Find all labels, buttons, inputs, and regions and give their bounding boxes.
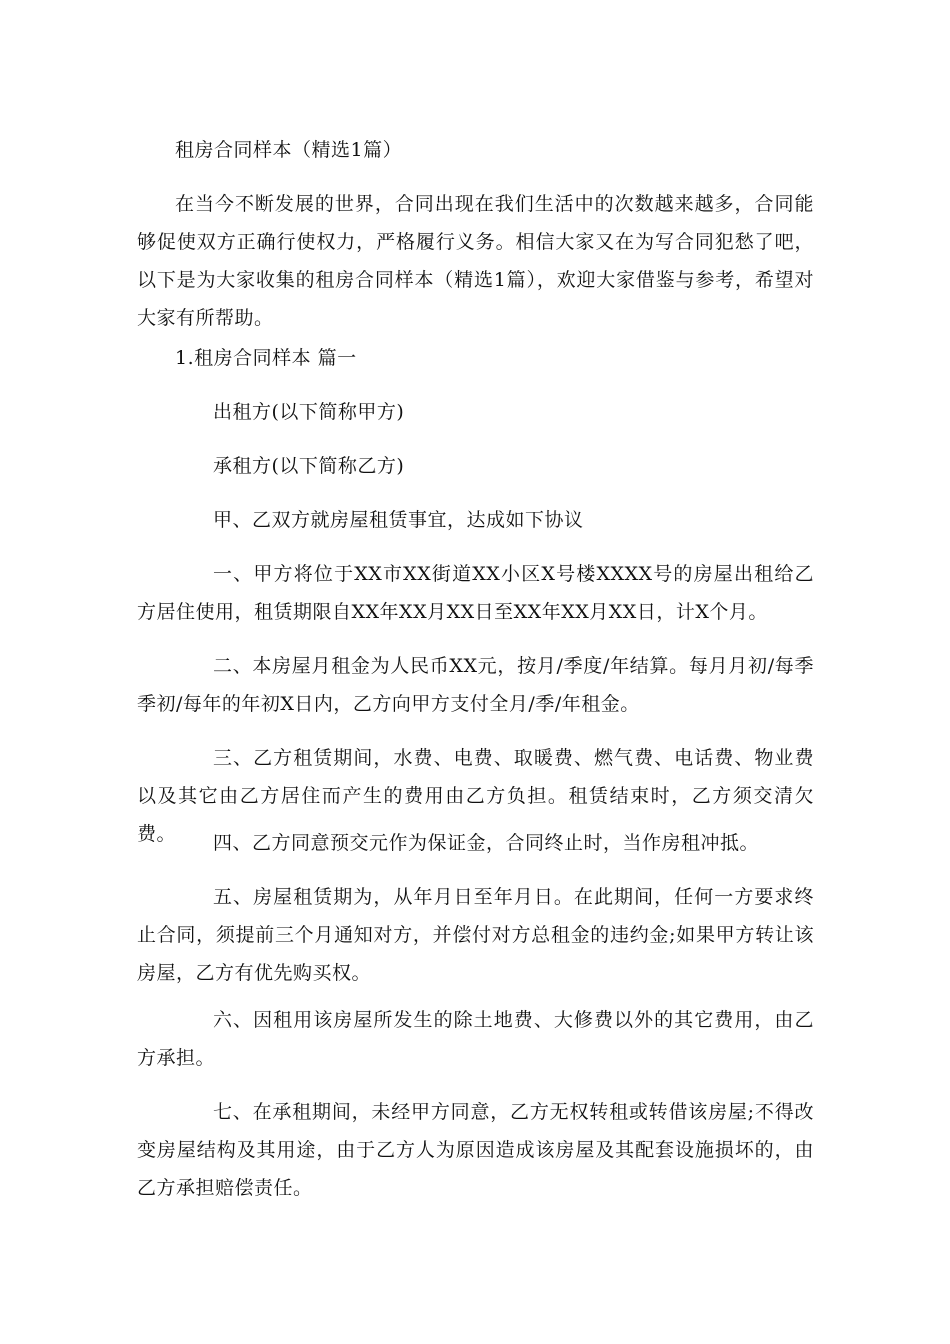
intro-paragraph: 在当今不断发展的世界，合同出现在我们生活中的次数越来越多，合同能够促使双方正确行使权力，严格履行义务。相信大家又在为写合同犯愁了吧，以下是为大家收集的租房合同样本（精选1篇），欢迎大家借鉴与参考，希望对大家有所帮助。 <box>137 193 814 329</box>
clause-6: 六、因租用该房屋所发生的除土地费、大修费以外的其它费用，由乙方承担。 <box>137 1009 814 1069</box>
document-title: 租房合同样本（精选1篇） <box>175 139 403 161</box>
clause-4: 四、乙方同意预交元作为保证金，合同终止时，当作房租冲抵。 <box>213 832 760 854</box>
clause-5: 五、房屋租赁期为，从年月日至年月日。在此期间，任何一方要求终止合同，须提前三个月通知对方，并偿付对方总租金的违约金;如果甲方转让该房屋，乙方有优先购买权。 <box>137 886 814 984</box>
clause-1: 一、甲方将位于XX市XX街道XX小区X号楼XXXX号的房屋出租给乙方居住使用，租赁期限自XX年XX月XX日至XX年XX月XX日，计X个月。 <box>137 563 814 623</box>
lessor-line: 出租方(以下简称甲方) <box>213 401 405 423</box>
lessee-line: 承租方(以下简称乙方) <box>213 455 405 477</box>
clause-7: 七、在承租期间，未经甲方同意，乙方无权转租或转借该房屋;不得改变房屋结构及其用途，由于乙方人为原因造成该房屋及其配套设施损坏的，由乙方承担赔偿责任。 <box>137 1101 814 1199</box>
clause-2: 二、本房屋月租金为人民币XX元，按月/季度/年结算。每月月初/每季季初/每年的年初X日内，乙方向甲方支付全月/季/年租金。 <box>137 655 814 715</box>
section-heading: 1.租房合同样本 篇一 <box>175 347 357 369</box>
clause-3: 三、乙方租赁期间，水费、电费、取暖费、燃气费、电话费、物业费以及其它由乙方居住而产生的费用由乙方负担。租赁结束时，乙方须交清欠费。 <box>137 747 814 845</box>
agreement-line: 甲、乙双方就房屋租赁事宜，达成如下协议 <box>213 509 584 531</box>
